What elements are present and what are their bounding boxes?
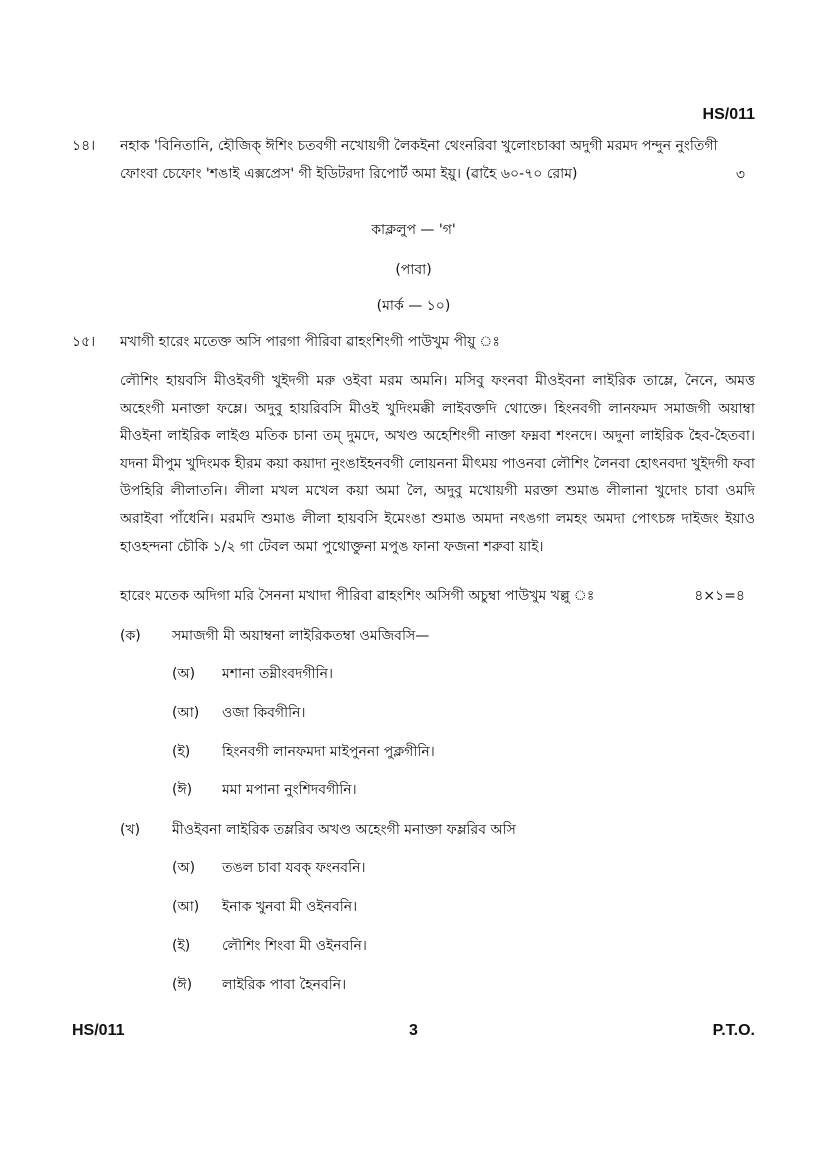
option-text: লাইরিক পাবা হৈনবনি। <box>222 977 347 993</box>
option-text: ওজা কিবগীনি। <box>222 705 306 721</box>
question-number: ১৪। <box>72 138 96 154</box>
paper-code-footer: HS/011 <box>72 1022 125 1039</box>
option-text: মশানা তম্নীংবদগীনি। <box>222 666 333 682</box>
sub-question-text: সমাজগী মী অয়াম্বনা লাইরিকতম্বা ওমজিবসি— <box>172 628 430 644</box>
option-text: তঙল চাবা যবক্ ফংনবনি। <box>222 860 366 876</box>
passage-marks: ৪×১=৪ <box>694 588 745 604</box>
sub-question-label: (খ) <box>120 822 141 838</box>
pto-label: P.T.O. <box>712 1022 755 1039</box>
question-text: নহাক 'বিনিতানি, হৌজিক্ ঈশিং চতবগী নখোয়গী লৈকইনা থেংনরিবা খুলোংচাব্বা অদুগী মরমদ পন্দুন নুংতিগী ফোংবা চেফোং 'শঙাই এক্সপ্রেস' গী ইডিটরদা রিপোর্ট অমা ইয়ু। (ৱাহৈ ৬০-৭০ রোম) <box>120 138 718 182</box>
question-14 <box>72 132 755 192</box>
sub-question-a <box>120 624 755 644</box>
sub-question-text: মীওইবনা লাইরিক তম্লরিব অখণ্ড অহেংগী মনাক্তা ফম্লরিব অসি <box>172 822 516 838</box>
option-label: (ঈ) <box>172 977 193 993</box>
option-text: হিংনবগী লানফমদা মাইপুননা পুক্লগীনি। <box>222 744 435 760</box>
reading-passage: লৌশিং হায়বসি মীওইবগী খুইদগী মরু ওইবা মরম অমনি। মসিবু ফংনবা মীওইবনা লাইরিক তাম্লে, নৈনে, অমত্ত অহেংগী মনাক্তা ফম্লে। অদুবু হায়রিবসি মীওই খুদিংমক্কী লাইবক্তদি থোক্তে। হিংনবগী লানফমদ সমাজগী অয়াম্বা মীওইনা লাইরিক লাইগু মতিক চানা তম্ দুমদে, অখণ্ড অহেশিংগী নাক্তা ফম্নবা শংনদে। অদুনা লাইরিক হৈব-হৈতবা। যদনা মীপুম খুদিংমক হীরম কয়া কয়াদা নুংঙাইহনবগী লোয়ননা মীৎময় পাওনবা লৌশিং লৈনবা হোৎনবদা খুইদগী ফবা উপহিরি লীলাতনি। লীলা মখল মখেল কয়া অমা লৈ, অদুবু মখোয়গী মরক্তা শুমাঙ লীলানা খুদোং চাবা ওমদি অরাইবা পাঁধেনি। মরমদি শুমাঙ লীলা হায়বসি ইমেংঙা শুমাঙ অমদা নৎঙগা লমহং অমদা পোৎচঙ্গ দাইজং ইয়াও হাওহন্দনা চৌকি ১/২ গা টেবল অমা পুথোক্তুনা মপুঙ ফানা ফজনা শরুবা য়াই। <box>120 373 755 555</box>
section-title: কাক্ললুপ — 'গ' <box>371 222 456 238</box>
option-label: (আ) <box>172 899 200 915</box>
passage-instruction: হারেং মতেক অদিগা মরি সৈননা মখাদা পীরিবা ৱাহংশিং অসিগী অচুম্বা পাউখুম খল্লু ঃ <box>120 588 595 604</box>
option-label: (অ) <box>172 860 196 876</box>
question-marks: ৩ <box>735 167 745 183</box>
section-subtitle: (পাবা) <box>395 262 432 278</box>
question-instruction: মখাগী হারেং মতেক্ত অসি পারগা পীরিবা ৱাহংশিংগী পাউখুম পীয়ু ঃ <box>120 334 500 350</box>
page-number: 3 <box>409 1022 418 1039</box>
option-text: ইনাক খুনবা মী ওইনবনি। <box>222 899 358 915</box>
option-label: (ই) <box>172 938 191 954</box>
option-text: মমা মপানা নুংশিদবগীনি। <box>222 782 357 798</box>
option-label: (ই) <box>172 744 191 760</box>
passage-instruction-row <box>120 584 755 604</box>
section-marks: (মার্ক — ১০) <box>376 298 451 314</box>
option-text: লৌশিং শিংবা মী ওইনবনি। <box>222 938 367 954</box>
option-label: (অ) <box>172 666 196 682</box>
question-15 <box>72 328 755 356</box>
paper-code-header: HS/011 <box>702 106 755 123</box>
sub-question-b <box>120 818 755 838</box>
sub-question-label: (ক) <box>120 628 141 644</box>
option-label: (ঈ) <box>172 782 193 798</box>
option-label: (আ) <box>172 705 200 721</box>
question-number: ১৫। <box>72 334 96 350</box>
